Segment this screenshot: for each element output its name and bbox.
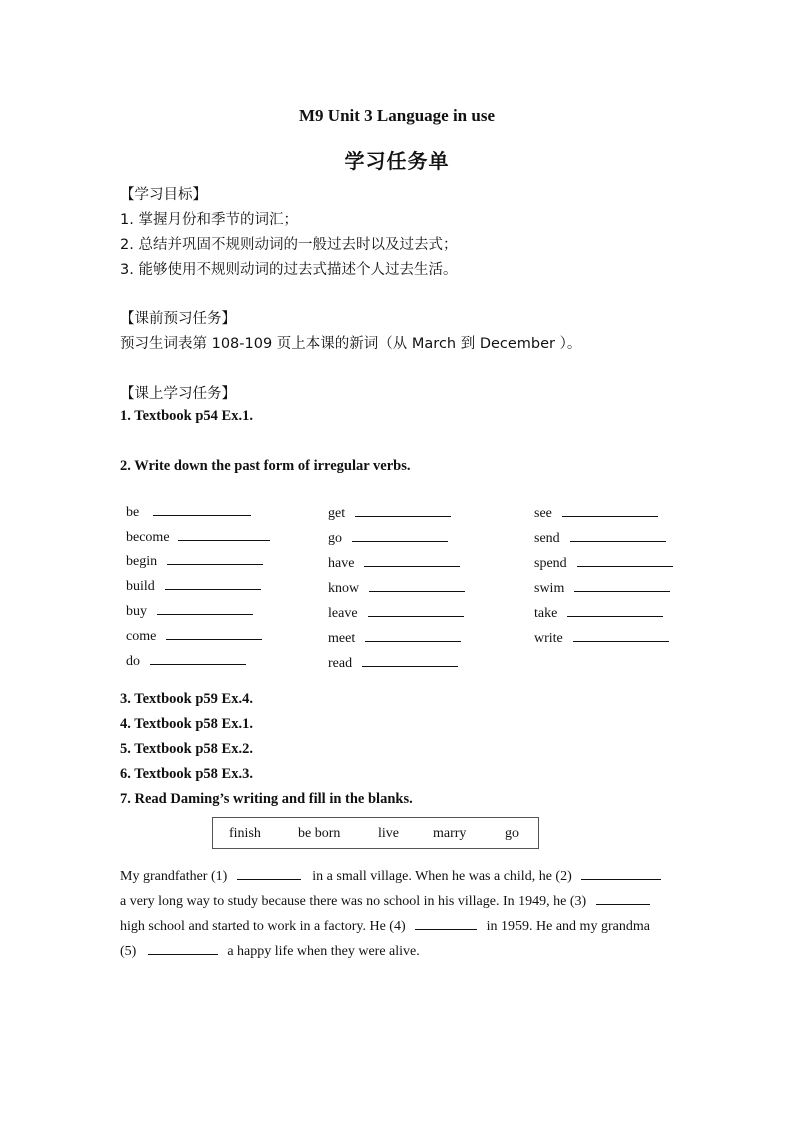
verb-label: take (534, 606, 558, 621)
word-bank-box (212, 817, 539, 849)
blank-1[interactable] (237, 866, 301, 880)
verb-item (534, 527, 666, 547)
task-7: 7. Read Daming’s writing and fill in the blanks. (120, 791, 413, 807)
blank-3[interactable] (596, 891, 650, 905)
passage-text: high school and started to work in a factory. He (4) (120, 919, 406, 934)
objective-item-1: 1. 掌握月份和季节的词汇； (120, 212, 298, 228)
verb-item (126, 526, 270, 546)
preview-heading: 【课前预习任务】 (120, 311, 236, 327)
verb-item (534, 552, 673, 572)
objective-item-2: 2. 总结并巩固不规则动词的一般过去时以及过去式； (120, 237, 458, 253)
verb-item (328, 502, 451, 522)
answer-blank[interactable] (153, 501, 251, 516)
answer-blank[interactable] (364, 552, 460, 567)
task-6: 6. Textbook p58 Ex.3. (120, 766, 253, 782)
verb-label: write (534, 631, 563, 646)
answer-blank[interactable] (570, 527, 666, 542)
blank-2[interactable] (581, 866, 661, 880)
verb-label: leave (328, 606, 358, 621)
answer-blank[interactable] (150, 650, 246, 665)
verb-label: go (328, 531, 342, 546)
task-3: 3. Textbook p59 Ex.4. (120, 691, 253, 707)
passage-line-4 (120, 941, 420, 960)
answer-blank[interactable] (369, 577, 465, 592)
answer-blank[interactable] (166, 625, 262, 640)
verb-label: know (328, 581, 360, 596)
verb-item (126, 600, 253, 620)
verb-item (126, 550, 263, 570)
answer-blank[interactable] (365, 627, 461, 642)
verb-label: build (126, 579, 155, 594)
objective-item-3: 3. 能够使用不规则动词的过去式描述个人过去生活。 (120, 262, 458, 278)
blank-5[interactable] (148, 941, 218, 955)
passage-text: My grandfather (1) (120, 869, 228, 884)
verb-label: have (328, 556, 355, 571)
verb-item (126, 625, 262, 645)
verb-item (126, 575, 261, 595)
verb-label: buy (126, 604, 147, 619)
word-bank-item: be born (298, 826, 341, 841)
passage-text: (5) (120, 944, 137, 959)
preview-text: 预习生词表第 108-109 页上本课的新词（从 March 到 December ）。 (120, 336, 582, 352)
verb-item (328, 527, 448, 547)
answer-blank[interactable] (567, 602, 663, 617)
answer-blank[interactable] (562, 502, 658, 517)
task-5: 5. Textbook p58 Ex.2. (120, 741, 253, 757)
task-4: 4. Textbook p58 Ex.1. (120, 716, 253, 732)
answer-blank[interactable] (362, 652, 458, 667)
page-title: M9 Unit 3 Language in use (299, 106, 495, 125)
answer-blank[interactable] (355, 502, 451, 517)
answer-blank[interactable] (157, 600, 253, 615)
verb-label: begin (126, 554, 158, 569)
passage-text: in a small village. When he was a child, he (2) (312, 869, 572, 884)
verb-item (328, 552, 460, 572)
verb-label: be (126, 505, 140, 520)
answer-blank[interactable] (165, 575, 261, 590)
passage-line-1 (120, 866, 661, 885)
verb-item (534, 502, 658, 522)
verb-label: read (328, 656, 353, 671)
answer-blank[interactable] (577, 552, 673, 567)
verb-label: become (126, 530, 170, 545)
answer-blank[interactable] (178, 526, 270, 541)
passage-line-2 (120, 891, 650, 910)
inclass-heading: 【课上学习任务】 (120, 386, 236, 402)
verb-label: see (534, 506, 552, 521)
word-bank-item: go (505, 826, 519, 841)
blank-4[interactable] (415, 916, 477, 930)
verb-item (534, 577, 670, 597)
answer-blank[interactable] (352, 527, 448, 542)
page-subtitle: 学习任务单 (344, 149, 450, 173)
answer-blank[interactable] (368, 602, 464, 617)
word-bank-item: marry (433, 826, 467, 841)
verb-label: get (328, 506, 346, 521)
task-2: 2. Write down the past form of irregular verbs. (120, 458, 411, 474)
verb-item (328, 652, 458, 672)
verb-label: do (126, 654, 140, 669)
task-1: 1. Textbook p54 Ex.1. (120, 408, 253, 424)
answer-blank[interactable] (574, 577, 670, 592)
verb-item (534, 602, 663, 622)
passage-text: a happy life when they were alive. (227, 944, 420, 959)
verb-label: meet (328, 631, 356, 646)
objectives-heading: 【学习目标】 (120, 187, 207, 203)
verb-item (328, 627, 461, 647)
word-bank-item: finish (229, 826, 261, 841)
passage-text: a very long way to study because there was no school in his village. In 1949, he (3) (120, 894, 587, 909)
verb-label: come (126, 629, 157, 644)
verb-label: send (534, 531, 560, 546)
verb-item (126, 650, 246, 670)
verb-label: swim (534, 581, 565, 596)
verb-label: spend (534, 556, 567, 571)
verb-item (534, 627, 669, 647)
answer-blank[interactable] (167, 550, 263, 565)
passage-text: in 1959. He and my grandma (486, 919, 650, 934)
word-bank-item: live (378, 826, 399, 841)
passage-line-3 (120, 916, 650, 935)
verb-item (328, 602, 464, 622)
verb-item (328, 577, 465, 597)
answer-blank[interactable] (573, 627, 669, 642)
verb-item (126, 501, 251, 521)
